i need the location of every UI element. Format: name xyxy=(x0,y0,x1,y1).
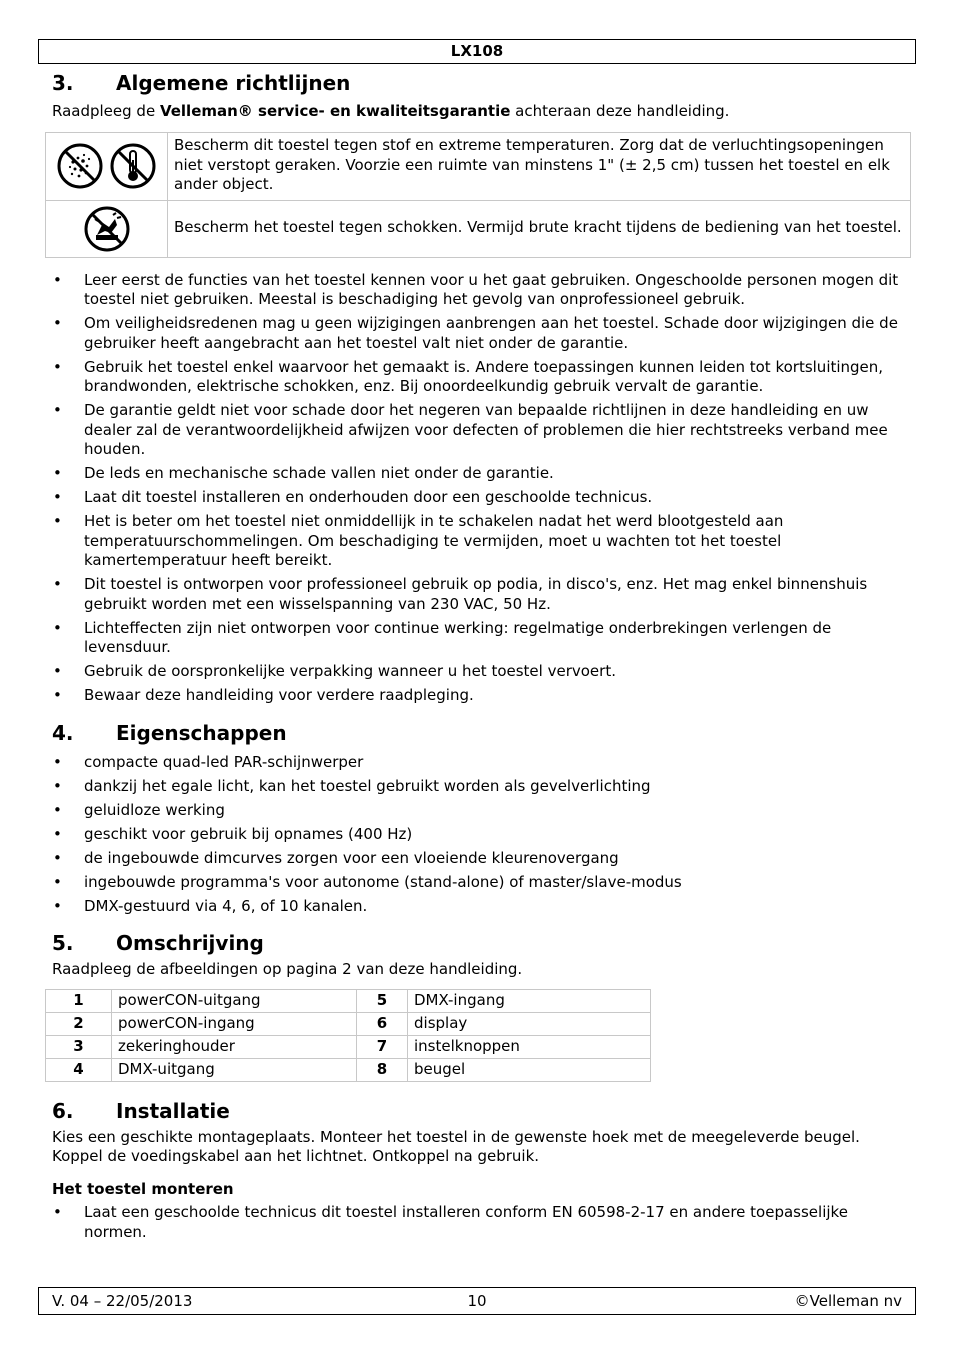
list-item: • Lichteffecten zijn niet ontworpen voor continue werking: regelmatige onderbrekingen verlengen de levensduur. xyxy=(52,619,912,658)
temperature-icon xyxy=(109,142,157,190)
section-6-intro: Kies een geschikte montageplaats. Monteer het toestel in de gewenste hoek met de meegeleverde beugel. Koppel de voedingskabel aan het lichtnet. Ontkoppel na gebruik. xyxy=(52,1127,860,1165)
warning-icons-cell xyxy=(46,132,168,200)
warning-row xyxy=(46,132,911,200)
part-name: DMX-uitgang xyxy=(112,1058,357,1081)
warranty-reference: Velleman® service- en kwaliteitsgarantie xyxy=(159,102,511,120)
part-number: 4 xyxy=(46,1058,112,1081)
part-number: 7 xyxy=(357,1035,408,1058)
subheading-mounting: Het toestel monteren xyxy=(52,1179,234,1198)
part-number: 1 xyxy=(46,989,112,1012)
list-item: • Gebruik de oorspronkelijke verpakking wanneer u het toestel vervoert. xyxy=(52,662,912,682)
list-item: • De leds en mechanische schade vallen niet onder de garantie. xyxy=(52,464,912,484)
section-5-heading xyxy=(52,930,912,956)
part-number: 8 xyxy=(357,1058,408,1081)
table-row xyxy=(46,989,651,1012)
section-number: 3. xyxy=(52,71,74,95)
section-title: Installatie xyxy=(116,1098,230,1123)
model-label: LX108 xyxy=(450,42,504,60)
warning-text: Bescherm dit toestel tegen stof en extreme temperaturen. Zorg dat de verluchtingsopeningen niet verstopt geraken. Voorzie een ruimte van minstens 1" (± 2,5 cm) tussen het toestel en elk ander object. xyxy=(168,132,911,200)
warning-text: Bescherm het toestel tegen schokken. Vermijd brute kracht tijdens de bediening van het toestel. xyxy=(168,200,911,257)
part-name: powerCON-uitgang xyxy=(112,989,357,1012)
page-footer xyxy=(38,1287,916,1315)
section-title: Algemene richtlijnen xyxy=(116,71,351,95)
list-item: • geschikt voor gebruik bij opnames (400 Hz) xyxy=(52,825,912,845)
section-number: 4. xyxy=(52,720,74,745)
list-item: • Dit toestel is ontworpen voor professioneel gebruik op podia, in disco's, enz. Het mag enkel binnenshuis gebruikt worden met een wisselspanning van 230 VAC, 50 Hz. xyxy=(52,575,912,614)
table-row xyxy=(46,1058,651,1081)
page-header xyxy=(38,39,916,64)
list-item: • Gebruik het toestel enkel waarvoor het gemaakt is. Andere toepassingen kunnen leiden tot kortsluitingen, brandwonden, elektrische schokken, enz. Bij onoordeelkundig gebruik vervalt de garantie. xyxy=(52,358,912,397)
part-name: DMX-ingang xyxy=(408,989,651,1012)
table-row xyxy=(46,1035,651,1058)
page-content xyxy=(52,70,912,1247)
warning-table xyxy=(45,132,911,258)
list-item: • De garantie geldt niet voor schade door het negeren van bepaalde richtlijnen in deze handleiding en uw dealer zal de verantwoordelijkheid afwijzen voor defecten of problemen die hier rechtstreeks verband mee houden. xyxy=(52,401,912,460)
section-5-intro: Raadpleeg de afbeeldingen op pagina 2 van deze handleiding. xyxy=(52,960,523,978)
warning-icons-cell xyxy=(46,200,168,257)
list-item: • geluidloze werking xyxy=(52,801,912,821)
guidelines-list xyxy=(52,271,912,706)
section-6-heading xyxy=(52,1098,912,1124)
part-name: beugel xyxy=(408,1058,651,1081)
list-item: • Laat dit toestel installeren en onderhouden door een geschoolde technicus. xyxy=(52,488,912,508)
features-list xyxy=(52,753,912,917)
section-4-heading xyxy=(52,720,912,746)
section-title: Eigenschappen xyxy=(116,720,287,745)
section-number: 5. xyxy=(52,931,74,955)
list-item: • Bewaar deze handleiding voor verdere raadpleging. xyxy=(52,686,912,706)
section-3-intro: Raadpleeg de Velleman® service- en kwaliteitsgarantie achteraan deze handleiding. xyxy=(52,102,730,120)
copyright-label: ©Velleman nv xyxy=(794,1292,902,1310)
list-item: • compacte quad-led PAR-schijnwerper xyxy=(52,753,912,773)
section-number: 6. xyxy=(52,1098,74,1123)
list-item: • Laat een geschoolde technicus dit toestel installeren conform EN 60598-2-17 en andere toepasselijke normen. xyxy=(52,1203,912,1242)
page-number: 10 xyxy=(467,1292,487,1310)
part-name: instelknoppen xyxy=(408,1035,651,1058)
no-shock-icon xyxy=(83,205,131,253)
list-item: • dankzij het egale licht, kan het toestel gebruikt worden als gevelverlichting xyxy=(52,777,912,797)
list-item: • Leer eerst de functies van het toestel kennen voor u het gaat gebruiken. Ongeschoolde personen mogen dit toestel niet gebruiken. Meestal is beschadiging het gevolg van onprofessioneel gebruik. xyxy=(52,271,912,310)
parts-table xyxy=(45,989,651,1082)
part-number: 2 xyxy=(46,1012,112,1035)
version-label: V. 04 – 22/05/2013 xyxy=(52,1292,193,1310)
warning-row xyxy=(46,200,911,257)
table-row xyxy=(46,1012,651,1035)
list-item: • DMX-gestuurd via 4, 6, of 10 kanalen. xyxy=(52,897,912,917)
part-name: zekeringhouder xyxy=(112,1035,357,1058)
part-number: 5 xyxy=(357,989,408,1012)
section-3-heading xyxy=(52,70,912,96)
part-name: display xyxy=(408,1012,651,1035)
part-number: 6 xyxy=(357,1012,408,1035)
list-item: • de ingebouwde dimcurves zorgen voor een vloeiende kleurenovergang xyxy=(52,849,912,869)
no-dust-icon xyxy=(56,142,104,190)
part-name: powerCON-ingang xyxy=(112,1012,357,1035)
list-item: • ingebouwde programma's voor autonome (stand-alone) of master/slave-modus xyxy=(52,873,912,893)
list-item: • Om veiligheidsredenen mag u geen wijzigingen aanbrengen aan het toestel. Schade door wijzigingen die de gebruiker heeft aangebracht aan het toestel valt niet onder de garantie. xyxy=(52,314,912,353)
part-number: 3 xyxy=(46,1035,112,1058)
list-item: • Het is beter om het toestel niet onmiddellijk in te schakelen nadat het werd blootgesteld aan temperatuurschommelingen. Om beschadiging te vermijden, moet u wachten tot het toestel kamertemperatuur heeft bereikt. xyxy=(52,512,912,571)
section-title: Omschrijving xyxy=(116,931,264,955)
mounting-list xyxy=(52,1203,912,1242)
